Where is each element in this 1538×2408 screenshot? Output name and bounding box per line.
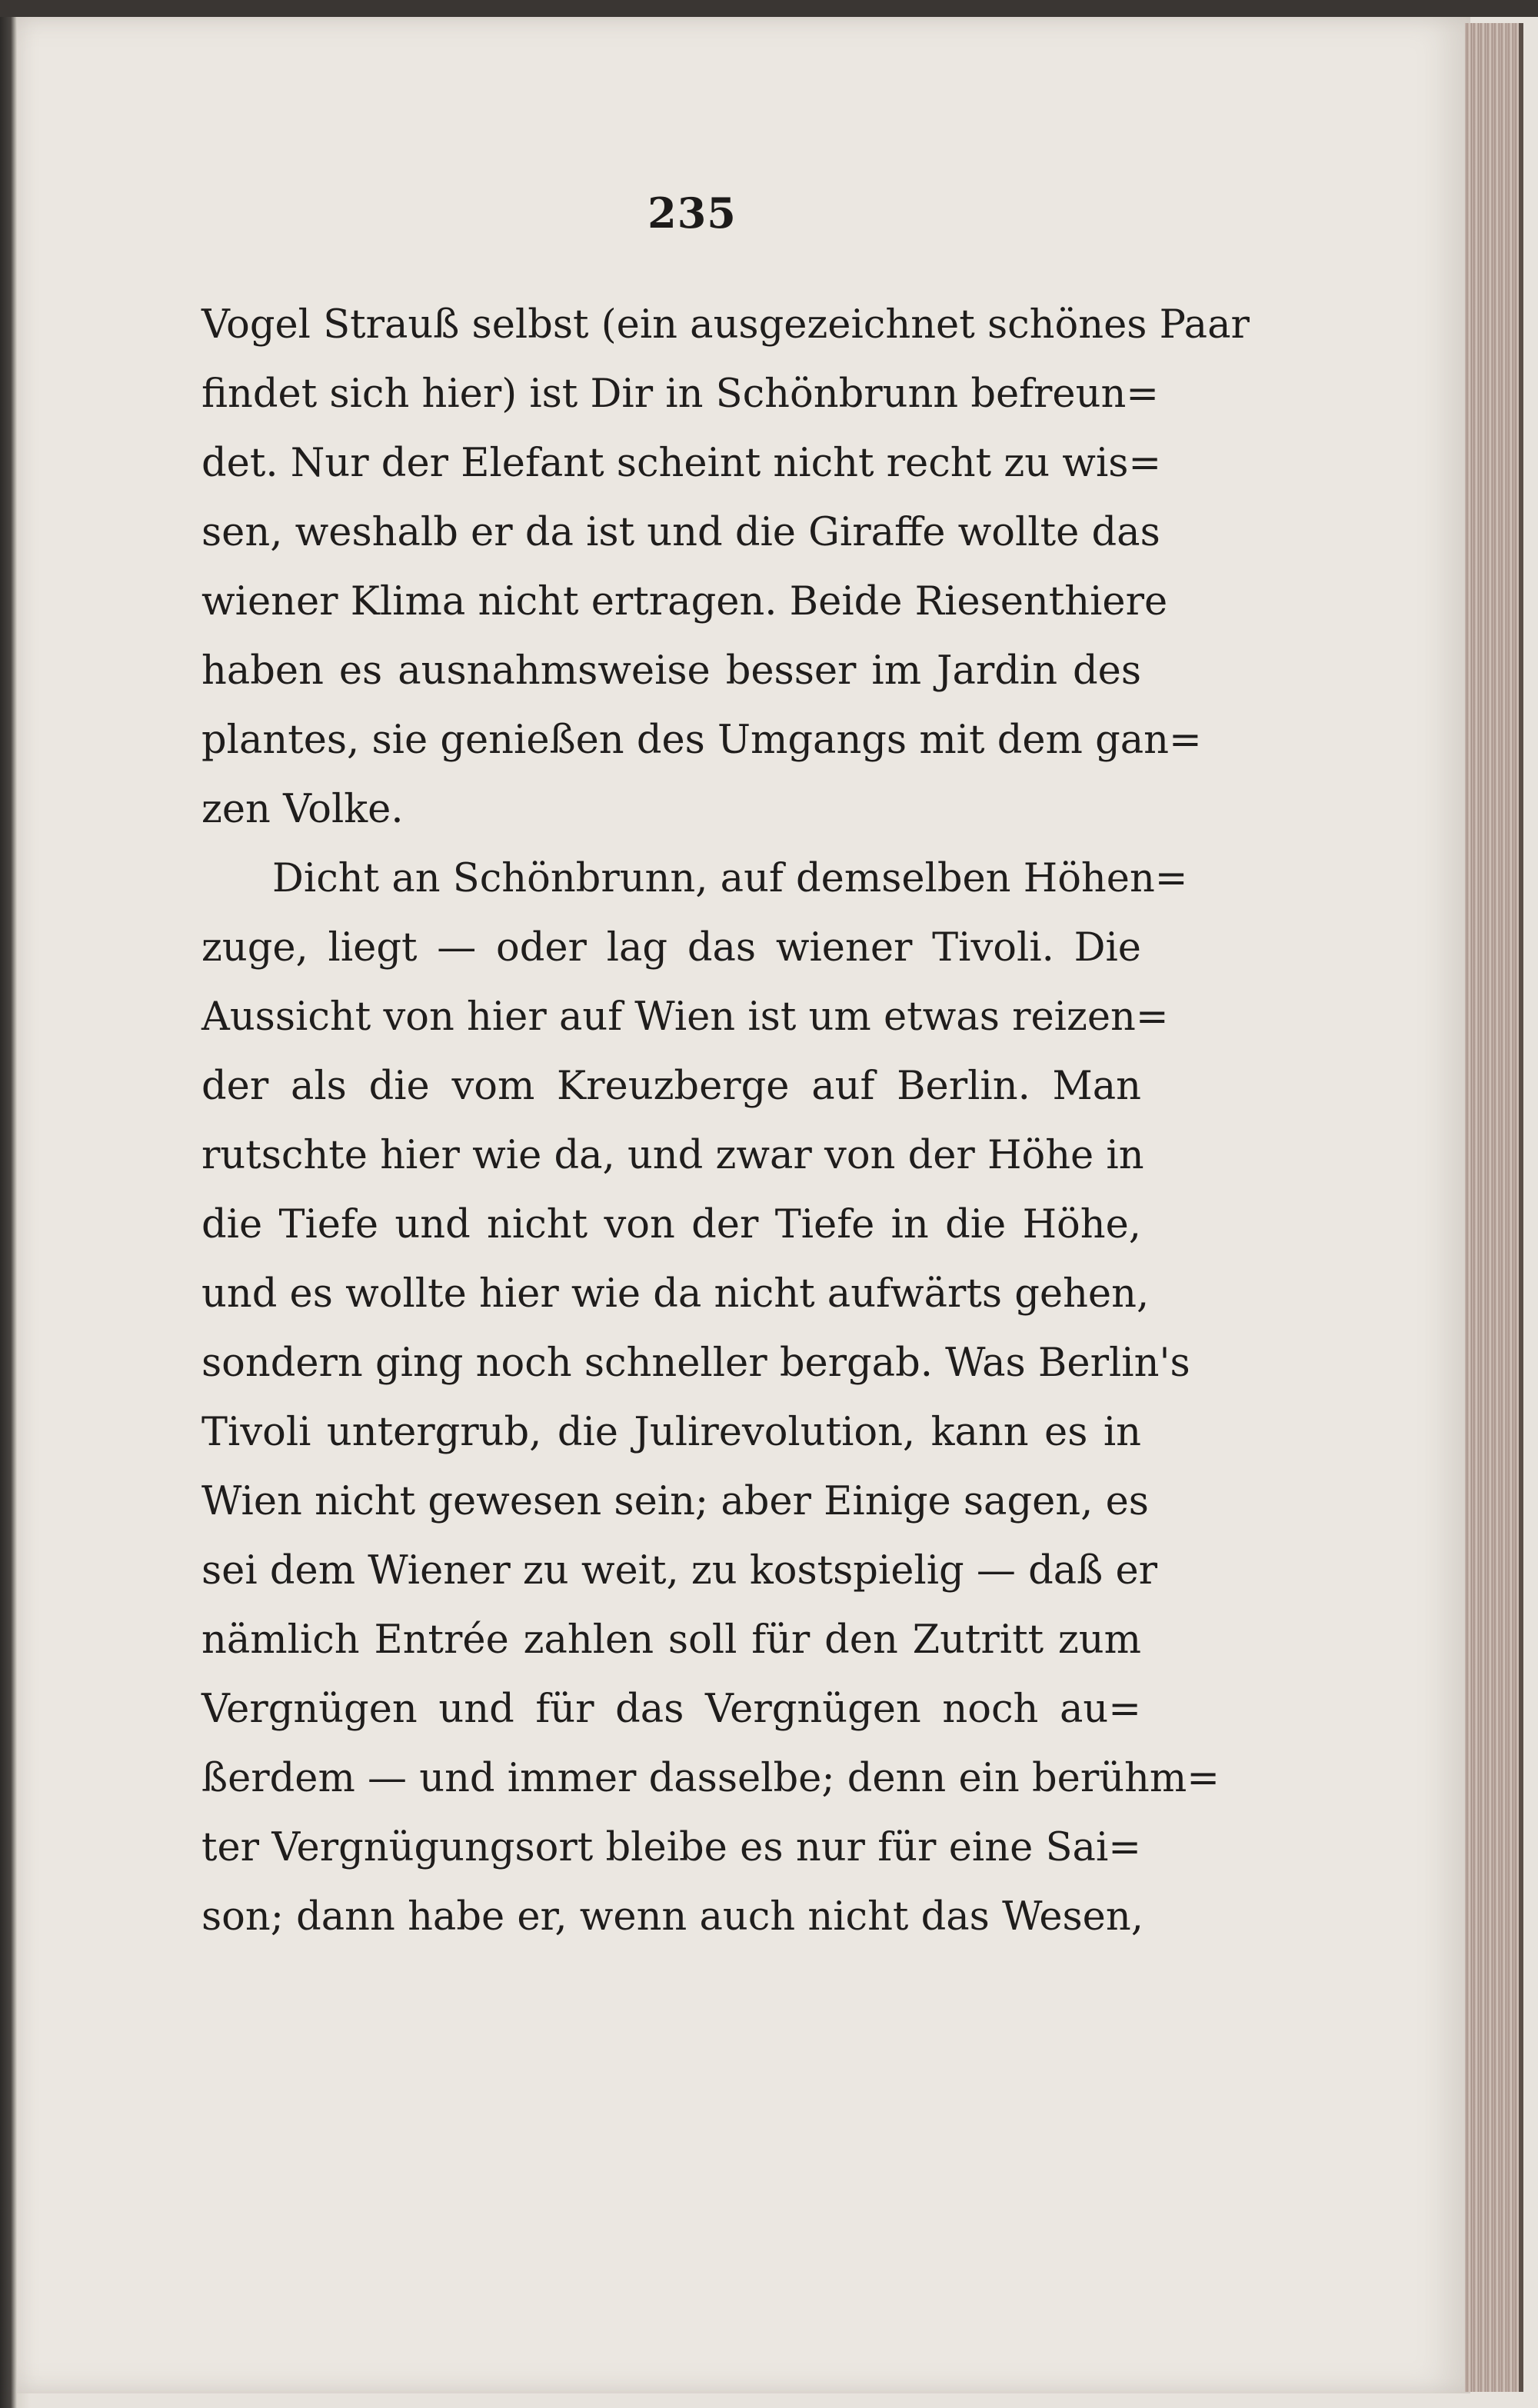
text-line: die Tiefe und nicht von der Tiefe in die Höhe,	[201, 1202, 1141, 1247]
text-line: ßerdem — und immer dasselbe; denn ein berühm=	[201, 1756, 1220, 1801]
text-line: haben es ausnahmsweise besser im Jardin des	[201, 648, 1141, 694]
text-line: son; dann habe er, wenn auch nicht das Wesen,	[201, 1894, 1144, 1940]
text-line: zen Volke.	[201, 787, 404, 832]
text-line: sondern ging noch schneller bergab. Was Berlin's	[201, 1341, 1190, 1386]
text-line: Vogel Strauß selbst (ein ausgezeichnet schönes Paar	[201, 302, 1250, 348]
text-line: zuge, liegt — oder lag das wiener Tivoli. Die	[201, 925, 1141, 971]
text-line: der als die vom Kreuzberge auf Berlin. Man	[201, 1064, 1141, 1109]
text-line: Dicht an Schönbrunn, auf demselben Höhen=	[272, 856, 1188, 901]
text-line: sei dem Wiener zu weit, zu kostspielig — daß er	[201, 1548, 1158, 1594]
page-number: 235	[647, 188, 737, 238]
text-line: Vergnügen und für das Vergnügen noch au=	[201, 1687, 1141, 1732]
text-line: sen, weshalb er da ist und die Giraffe wollte das	[201, 510, 1160, 555]
text-line: Aussicht von hier auf Wien ist um etwas reizen=	[201, 994, 1169, 1040]
page-text	[201, 291, 1250, 1952]
text-line: ter Vergnügungsort bleibe es nur für eine Sai=	[201, 1825, 1141, 1870]
text-line: Wien nicht gewesen sein; aber Einige sagen, es	[201, 1479, 1149, 1524]
text-line: Tivoli untergrub, die Julirevolution, kann es in	[201, 1410, 1141, 1455]
text-line: rutschte hier wie da, und zwar von der Höhe in	[201, 1133, 1144, 1178]
text-line: det. Nur der Elefant scheint nicht recht zu wis=	[201, 441, 1162, 486]
text-line: findet sich hier) ist Dir in Schönbrunn befreun=	[201, 371, 1160, 417]
text-line: plantes, sie genießen des Umgangs mit dem gan=	[201, 718, 1202, 763]
text-line: und es wollte hier wie da nicht aufwärts gehen,	[201, 1271, 1150, 1317]
text-line: nämlich Entrée zahlen soll für den Zutritt zum	[201, 1617, 1141, 1663]
scanner-top-edge	[0, 0, 1538, 17]
text-line: wiener Klima nicht ertragen. Beide Riesenthiere	[201, 579, 1168, 624]
book-page-edges	[1465, 23, 1523, 2392]
